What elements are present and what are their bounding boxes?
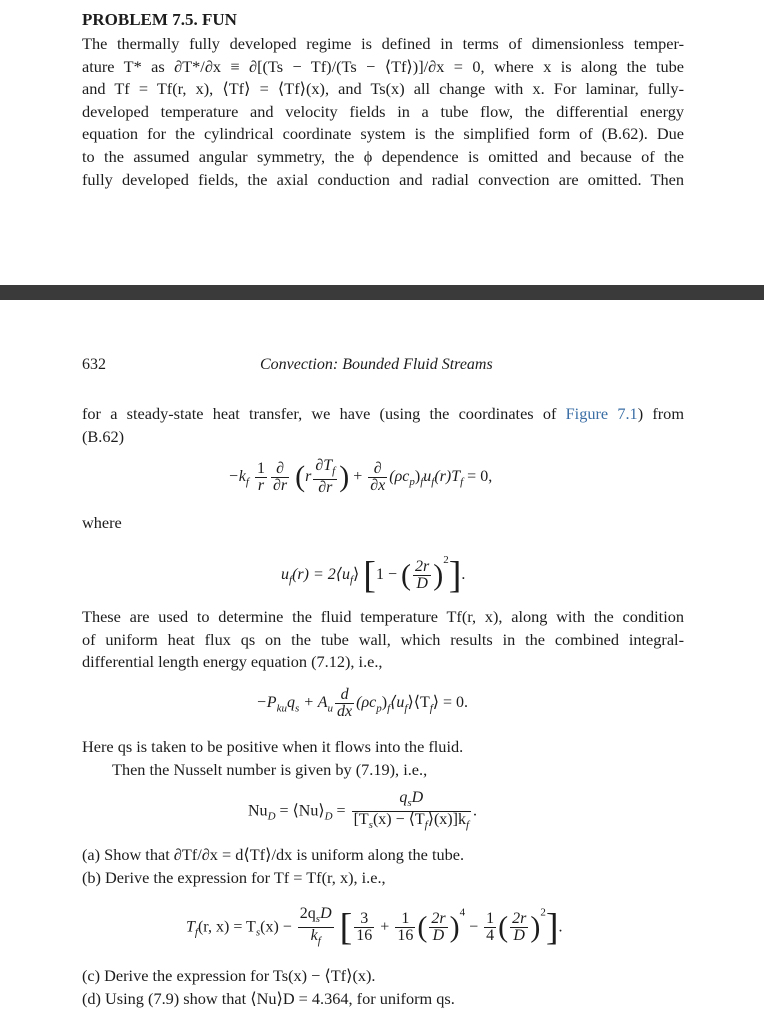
paragraph-steady-state bbox=[82, 403, 684, 448]
page-number: 632 bbox=[82, 356, 106, 373]
velocity-equation: $u_f(r)$ = $2⟨u_f⟩$ [1 − ( $\frac{2r}{D}$ )$^2$]. bbox=[281, 554, 466, 597]
paragraph-line: (B.62) bbox=[82, 426, 125, 446]
paragraph-line: for a steady-state heat transfer, we have (using the coordinates of Figure 7.1) from bbox=[82, 404, 684, 423]
intro-line: equation for the cylindrical coordinate system is the simplified form of (B.62). Due bbox=[82, 124, 684, 144]
part-a: (a) Show that ∂Tf/∂x = d⟨Tf⟩/dx is uniform along the tube. bbox=[82, 845, 465, 864]
intro-line: fully developed fields, the axial conduction and radial convection are omitted. Then bbox=[82, 169, 684, 189]
part-c: (c) Derive the expression for Ts(x) − ⟨Tf⟩(x). bbox=[82, 966, 376, 985]
paragraph-sign-convention: Here qs is taken to be positive when it flows into the fluid. bbox=[82, 737, 464, 756]
paragraph-heat-flux bbox=[82, 606, 684, 674]
page-break-bar bbox=[0, 285, 764, 300]
intro-line: developed temperature and velocity fields in a tube flow, the differential energy bbox=[82, 101, 684, 121]
where-label: where bbox=[82, 513, 122, 532]
energy-equation: $-k_f$ $\frac{1}{r}$ $\frac{\partial}{\partial r}$ (r $\frac{\partial T_f}{\partial r}$ ) + $\frac{\partial}{\partial x}$ $(\rho c_p)_fu_f(r)T_f = 0$, bbox=[228, 457, 493, 497]
intro-line: ature T* as ∂T*/∂x ≡ ∂[(Ts − Tf)/(Ts − ⟨Tf⟩)]/∂x = 0, where x is along the tube bbox=[82, 56, 684, 76]
intro-line: The thermally fully developed regime is defined in terms of dimensionless temper- bbox=[82, 34, 684, 53]
running-head: Convection: Bounded Fluid Streams bbox=[260, 356, 493, 373]
intro-line: and Tf = Tf(r, x), ⟨Tf⟩ = ⟨Tf⟩(x), and Ts(x) all change with x. For laminar, fully- bbox=[82, 79, 684, 99]
paragraph-line: of uniform heat flux qs on the tube wall, which results in the combined integral- bbox=[82, 629, 684, 649]
nusselt-equation: $Nu_D$ = $⟨Nu⟩_D$ = $\frac{q_sD}{[T_s(x) - ⟨T_f⟩(x)]k_f}$ . bbox=[248, 789, 478, 832]
part-d: (d) Using (7.9) show that ⟨Nu⟩D = 4.364, for uniform qs. bbox=[82, 989, 455, 1008]
intro-line: to the assumed angular symmetry, the ϕ dependence is omitted and because of the bbox=[82, 146, 684, 166]
paragraph-nusselt-intro: Then the Nusselt number is given by (7.19), i.e., bbox=[112, 760, 428, 779]
problem-title: PROBLEM 7.5. FUN bbox=[82, 10, 237, 29]
paragraph-line: These are used to determine the fluid temperature Tf(r, x), along with the condition bbox=[82, 607, 684, 626]
intro-paragraph bbox=[82, 33, 684, 191]
figure-link[interactable]: Figure 7.1 bbox=[565, 404, 638, 423]
part-b: (b) Derive the expression for Tf = Tf(r, x), i.e., bbox=[82, 868, 386, 887]
temperature-solution-equation: $T_f(r$, $x) = T_s(x)$ − $\frac{2q_sD}{k_f}$ [ $\frac{3}{16}$ + $\frac{1}{16}$ ( $\frac{2r}{D}$ )$^4$ − $\frac{1}{4}$ ( $\frac{2r}{D}$ )$^2$]. bbox=[186, 905, 563, 949]
paragraph-line: differential length energy equation (7.12), i.e., bbox=[82, 652, 383, 672]
integral-energy-equation: $-P_{ku}q_s + A_u$ $\frac{d}{dx}$ $(\rho c_p)_f⟨u_f⟩⟨T_f⟩ = 0$. bbox=[256, 686, 469, 720]
